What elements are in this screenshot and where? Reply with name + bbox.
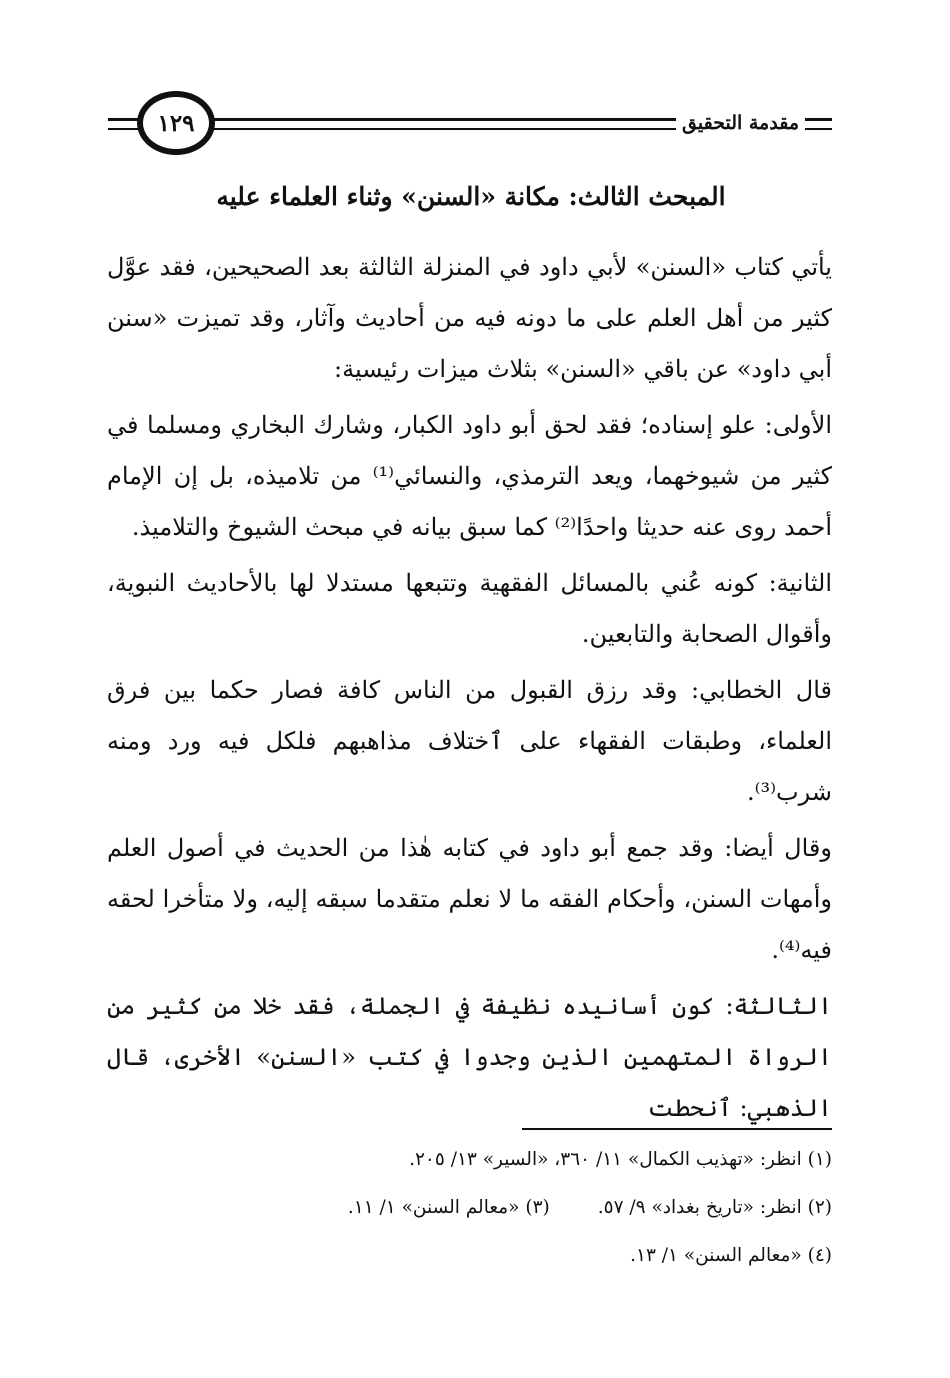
- footnote-2: (٢) انظر: «تاريخ بغداد» ٩/ ٥٧.: [597, 1197, 832, 1218]
- paragraph: الأولى: علو إسناده؛ فقد لحق أبو داود الكبار، وشارك البخاري ومسلما في كثير من شيوخهما، ويعد الترمذي، والنسائي⁽¹⁾ من تلاميذه، بل إن الإمام أحمد روى عنه حديثا واحدًا⁽²⁾ كما سبق بيانه في مبحث الشيوخ والتلاميذ.: [107, 411, 833, 541]
- paragraph: الثانية: كونه عُني بالمسائل الفقهية وتتبعها مستدلا لها بالأحاديث النبوية، وأقوال الصحابة والتابعين.: [107, 569, 832, 648]
- footnote-3: (٣) «معالم السنن» ١/ ١١.: [347, 1197, 550, 1218]
- footnotes: [107, 1136, 832, 1280]
- section-title: المبحث الثالث: مكانة «السنن» وثناء العلماء عليه: [216, 182, 726, 211]
- paragraph: الثالثة: كون أسانيده نظيفة في الجملة، فقد خلا من كثير من الرواة المتهمين الذين وجدوا في كتب «السنن» الأخرى، قال الذهبي: ٱنحطت: [107, 992, 832, 1122]
- page-number: ١٢٩: [137, 91, 215, 155]
- footnote-4: (٤) «معالم السنن» ١/ ١٣.: [630, 1245, 832, 1266]
- running-head: مقدمة التحقيق: [676, 112, 805, 140]
- body-text: [107, 242, 832, 1139]
- footnote-separator: [522, 1128, 832, 1130]
- paragraph: قال الخطابي: وقد رزق القبول من الناس كافة فصار حكما بين فرق العلماء، وطبقات الفقهاء على ٱختلاف مذاهبهم فلكل فيه ورد ومنه شرب⁽³⁾.: [107, 676, 832, 806]
- paragraph: يأتي كتاب «السنن» لأبي داود في المنزلة الثالثة بعد الصحيحين، فقد عوَّل كثير من أهل العلم على ما دونه فيه من أحاديث وآثار، وقد تميزت «سنن أبي داود» عن باقي «السنن» بثلاث ميزات رئيسية:: [107, 253, 832, 383]
- paragraph: وقال أيضا: وقد جمع أبو داود في كتابه هٰذا من الحديث في أصول العلم وأمهات السنن، وأحكام الفقه ما لا نعلم متقدما سبقه إليه، ولا متأخرا لحقه فيه⁽⁴⁾.: [107, 834, 832, 964]
- footnote-row-2-3: [107, 1184, 832, 1232]
- footnote-1: (١) انظر: «تهذيب الكمال» ١١/ ٣٦٠، «السير» ١٣/ ٢٠٥.: [409, 1149, 832, 1170]
